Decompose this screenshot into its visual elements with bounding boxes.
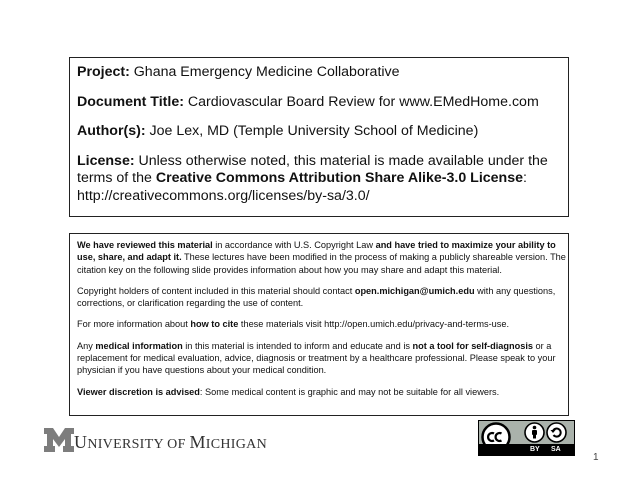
notice-paragraph-discretion: Viewer discretion is advised: Some medical content is graphic and may not be suitable for all viewers. [77, 386, 500, 397]
notice-paragraph-contact: Copyright holders of content included in this material should contact open.michigan@umich.edu with any questions, corrections, or clarification regarding the use of content. [77, 285, 556, 309]
document-info-box [69, 57, 569, 217]
project-line: Project: Ghana Emergency Medicine Collaborative [77, 64, 400, 80]
michigan-block-m-logo [44, 428, 74, 452]
notice-paragraph-medical: Any medical information in this material is intended to inform and educate and is not a tool for self-diagnosis or a replacement for medical evaluation, advice, diagnosis or treatment by a healthcare professional. Please speak to your physician if you have questions about your medical condition. [77, 340, 556, 376]
copyright-notice-box [69, 233, 569, 416]
cc-by-sa-badge [478, 420, 575, 456]
cc-sa-label: SA [551, 446, 561, 453]
page-number: 1 [593, 452, 599, 463]
share-alike-icon [546, 422, 567, 443]
notice-paragraph-review: We have reviewed this material in accordance with U.S. Copyright Law and have tried to maximize your ability to use, share, and adapt it. These lectures have been modified in the process of making a publicly shareable version. The citation key on the following slide provides information about how you may share and adapt this material. [77, 240, 566, 275]
cc-by-label: BY [530, 446, 540, 453]
document-title-line: Document Title: Cardiovascular Board Review for www.EMedHome.com [77, 93, 539, 110]
university-of-michigan-wordmark: UNIVERSITY OF MICHIGAN [74, 432, 268, 452]
author-line: Author(s): Joe Lex, MD (Temple University School of Medicine) [77, 123, 479, 139]
notice-paragraph-cite: For more information about how to cite these materials visit http://open.umich.edu/privacy-and-terms-use. [77, 319, 509, 330]
license-line: License: Unless otherwise noted, this material is made available under the terms of the Creative Commons Attribution Share Alike-3.0 License: http://creativecommons.org/licenses/by-sa/3.0/ [77, 152, 548, 204]
by-attribution-icon [524, 422, 545, 443]
